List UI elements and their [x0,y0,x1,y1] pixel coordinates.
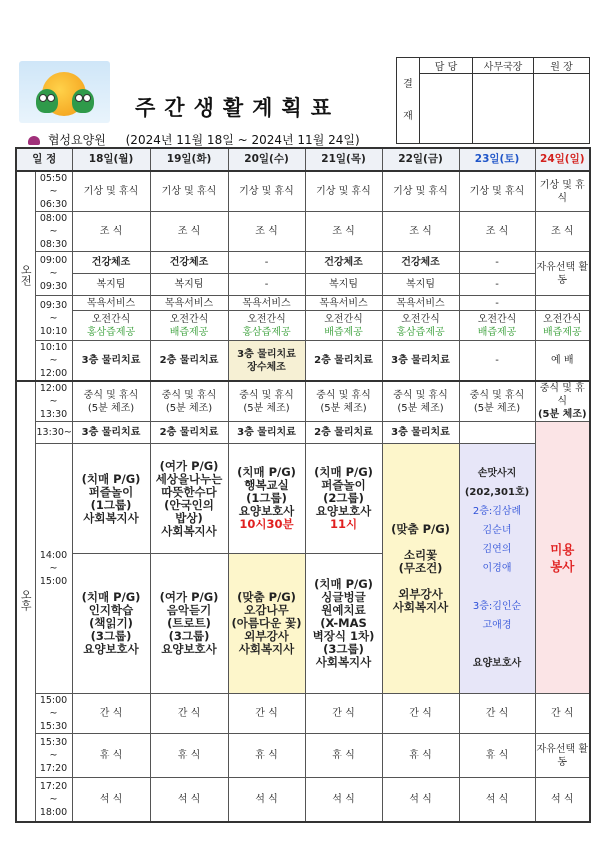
cell: 조 식 [72,212,150,252]
table-row [16,734,590,778]
cell: 예 배 [535,341,590,382]
cell: 석 식 [72,778,150,822]
cell: 2층 물리치료 [150,422,228,444]
table-row [16,212,590,252]
cell: - [459,274,535,296]
program-sat: 손맛사지 (202,301호) 2층:김삼례 김순녀 김연의 이경애 3층:김인순 고애경 요양보호사 [459,444,535,694]
cell: 휴 식 [459,734,535,778]
approval-sign-box[interactable] [534,74,590,144]
cell [459,422,535,444]
time-slot: 13:30~ [35,422,72,444]
cell: 기상 및 휴식 [382,171,459,212]
date-range: (2024년 11월 18일 ~ 2024년 11월 24일) [125,133,360,147]
cell: 석 식 [535,778,590,822]
cell: 3층 물리치료 [382,341,459,382]
cell: 간 식 [305,694,382,734]
mascot-right [72,89,94,113]
table-row [16,341,590,382]
cell: 조 식 [150,212,228,252]
time-slot: 14:00 ~ 15:00 [35,444,72,694]
cell: - [228,274,305,296]
cell: 건강체조 [150,252,228,274]
page-title: 주간생활계획표 [135,96,341,120]
table-row [16,694,590,734]
cell: 휴 식 [382,734,459,778]
cell: 석 식 [305,778,382,822]
day-header: 23일(토) [459,148,535,171]
cell: 간 식 [150,694,228,734]
cell: 석 식 [459,778,535,822]
time-slot: 09:30 ~ 10:10 [35,296,72,341]
weekly-schedule-table [15,147,591,823]
cell: 건강체조 [382,252,459,274]
cell: 오전간식 홍삼즙제공 [72,311,150,341]
cell: 3층 물리치료 [72,422,150,444]
cell: 3층 물리치료 [382,422,459,444]
time-slot: 09:00 ~ 09:30 [35,252,72,296]
table-row [16,778,590,822]
cell: 복지팀 [382,274,459,296]
cell: 간 식 [228,694,305,734]
header-row [16,148,590,171]
cell: 복지팀 [305,274,382,296]
time-slot: 10:10 ~ 12:00 [35,341,72,382]
cell: 조 식 [459,212,535,252]
time-slot: 12:00 ~ 13:30 [35,381,72,422]
cell: 조 식 [382,212,459,252]
program-wed-top: (치매 P/G) 행복교실 (1그룹) 요양보호사 10시30분 [228,444,305,554]
approval-role: 사무국장 [473,58,534,74]
approval-label: 결 재 [397,58,420,144]
cell: 기상 및 휴식 [150,171,228,212]
table-row [16,422,590,444]
cell: 2층 물리치료 [305,341,382,382]
day-header: 19일(화) [150,148,228,171]
cell: 오전간식 배즙제공 [150,311,228,341]
cell: 목욕서비스 [382,296,459,311]
cell: 3층 물리치료 [228,422,305,444]
program-sun: 미용 봉사 [535,422,590,694]
org-name: 협성요양원 [47,133,106,147]
approval-sign-box[interactable] [420,74,473,144]
cell: 목욕서비스 [305,296,382,311]
cell: 중식 및 휴식 (5분 체조) [459,381,535,422]
cell: 중식 및 휴식 (5분 체조) [72,381,150,422]
cell: 오전간식 배즙제공 [459,311,535,341]
program-mon-bot: (치매 P/G) 인지학습 (책읽기) (3그룹) 요양보호사 [72,554,150,694]
time-slot: 08:00 ~ 08:30 [35,212,72,252]
period-label: 오전 [16,171,35,381]
cell: 기상 및 휴식 [228,171,305,212]
subtitle-line [28,131,360,148]
cell: 조 식 [228,212,305,252]
period-label: 오후 [16,381,35,822]
cell: 오전간식 홍삼즙제공 [228,311,305,341]
cell: 오전간식 배즙제공 [305,311,382,341]
logo-image [19,61,110,123]
cell: 간 식 [382,694,459,734]
cell: 목욕서비스 [150,296,228,311]
cell: 자유선택 활동 [535,734,590,778]
cell: 조 식 [305,212,382,252]
cell: 오전간식 배즙제공 [535,311,590,341]
table-row [16,311,590,341]
cell: 중식 및 휴식 (5분 체조) [382,381,459,422]
cell: 중식 및 휴식 (5분 체조) [150,381,228,422]
cell: 2층 물리치료 [150,341,228,382]
cell: 간 식 [72,694,150,734]
cell [535,296,590,311]
table-row [16,444,590,554]
cell: 복지팀 [72,274,150,296]
cell: 간 식 [535,694,590,734]
program-wed-bot: (맞춤 P/G) 오감나무 (아름다운 꽃) 외부강사 사회복지사 [228,554,305,694]
approval-role: 원 장 [534,58,590,74]
day-header: 21일(목) [305,148,382,171]
cell: 건강체조 [305,252,382,274]
time-slot: 15:30 ~ 17:20 [35,734,72,778]
cell: 휴 식 [150,734,228,778]
hands-icon [28,136,40,145]
program-thu-top: (치매 P/G) 퍼즐놀이 (2그룹) 요양보호사 11시 [305,444,382,554]
cell: 건강체조 [72,252,150,274]
cell: 석 식 [228,778,305,822]
cell: 기상 및 휴식 [72,171,150,212]
program-fri: (맞춤 P/G) 소리꽃 (무조건) 외부강사 사회복지사 [382,444,459,694]
table-row [16,171,590,212]
day-header: 24일(일) [535,148,590,171]
day-header: 22일(금) [382,148,459,171]
cell: 3층 물리치료 장수체조 [228,341,305,382]
day-header: 20일(수) [228,148,305,171]
cell: 중식 및 휴식 (5분 체조) [535,381,590,422]
approval-box [396,57,590,144]
cell: 자유선택 활동 [535,252,590,296]
table-row [16,252,590,274]
cell: 3층 물리치료 [72,341,150,382]
table-row [16,381,590,422]
cell: 오전간식 홍삼즙제공 [382,311,459,341]
cell: 목욕서비스 [228,296,305,311]
cell: 휴 식 [72,734,150,778]
cell: 석 식 [382,778,459,822]
cell: 석 식 [150,778,228,822]
mascot-left [36,89,58,113]
cell: - [459,296,535,311]
program-thu-bot: (치매 P/G) 싱글벙글 원예치료 (X-MAS 벽장식 1차) (3그룹) 사회복지사 [305,554,382,694]
time-slot: 15:00 ~ 15:30 [35,694,72,734]
cell: - [228,252,305,274]
cell: - [459,341,535,382]
day-header: 18일(월) [72,148,150,171]
approval-sign-box[interactable] [473,74,534,144]
cell: 중식 및 휴식 (5분 체조) [305,381,382,422]
program-tue-top: (여가 P/G) 세상을나누는 따뜻한수다 (안국인의 밥상) 사회복지사 [150,444,228,554]
program-tue-bot: (여가 P/G) 음악듣기 (트로트) (3그룹) 요양보호사 [150,554,228,694]
cell: 간 식 [459,694,535,734]
cell: 복지팀 [150,274,228,296]
cell: - [459,252,535,274]
cell: 조 식 [535,212,590,252]
cell: 기상 및 휴식 [305,171,382,212]
table-row [16,274,590,296]
cell: 휴 식 [305,734,382,778]
cell: 기상 및 휴식 [459,171,535,212]
cell: 목욕서비스 [72,296,150,311]
table-row [16,296,590,311]
time-slot: 17:20 ~ 18:00 [35,778,72,822]
cell: 2층 물리치료 [305,422,382,444]
cell: 중식 및 휴식 (5분 체조) [228,381,305,422]
approval-role: 담 당 [420,58,473,74]
cell: 기상 및 휴식 [535,171,590,212]
program-mon-top: (치매 P/G) 퍼즐놀이 (1그룹) 사회복지사 [72,444,150,554]
time-slot: 05:50 ~ 06:30 [35,171,72,212]
cell: 휴 식 [228,734,305,778]
schedule-header: 일 정 [16,148,72,171]
